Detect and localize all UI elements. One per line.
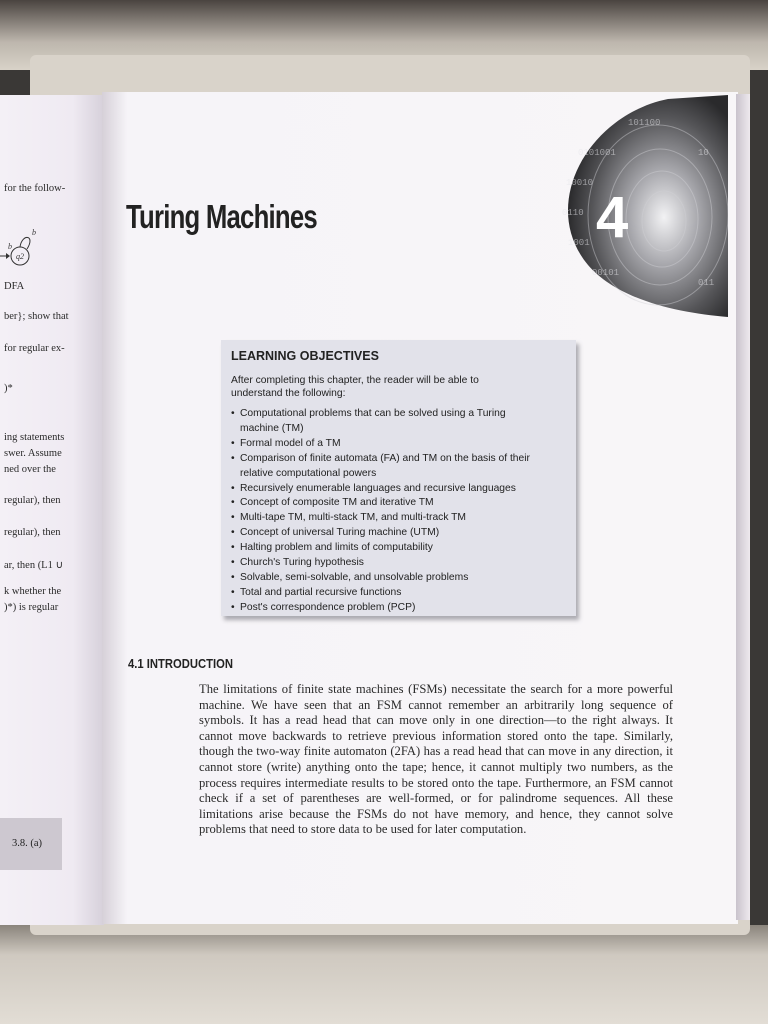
objective-item: • Halting problem and limits of computability	[231, 541, 571, 556]
svg-text:00101: 00101	[592, 268, 620, 278]
objective-item: • Solvable, semi-solvable, and unsolvable problems	[231, 571, 571, 586]
left-text-line: k whether the	[4, 586, 62, 597]
left-text-line: for the follow-	[4, 183, 66, 194]
objective-item: • Recursively enumerable languages and recursive languages	[231, 482, 571, 497]
left-text-line: for regular ex-	[4, 343, 65, 354]
dfa-state-diagram	[0, 223, 56, 273]
transition-label-2: b	[32, 228, 36, 237]
exercise-reference-box	[0, 818, 62, 870]
left-text-line: regular), then	[4, 527, 61, 538]
svg-text:0101001: 0101001	[578, 148, 616, 158]
left-text-line: ing statements	[4, 432, 65, 443]
objective-item: • Computational problems that can be solved using a Turing machine (TM)	[231, 407, 520, 437]
objective-item: • Concept of composite TM and iterative TM	[231, 496, 571, 511]
left-text-line: ar, then (L1 ∪	[4, 560, 64, 571]
left-text-line: ber}; show that	[4, 311, 69, 322]
exercise-reference: 3.8. (a)	[12, 838, 43, 849]
left-text-line: )*) is regular	[4, 602, 59, 613]
chapter-number: 4	[596, 185, 629, 250]
state-label: q2	[16, 252, 24, 261]
left-text-line: swer. Assume	[4, 448, 62, 459]
learning-objectives-box	[221, 340, 576, 616]
section-heading: 4.1 INTRODUCTION	[128, 657, 234, 671]
objective-item: • Formal model of a TM	[231, 437, 571, 452]
left-text-line: ned over the	[4, 464, 56, 475]
svg-text:10010: 10010	[566, 178, 594, 188]
svg-text:101100: 101100	[628, 118, 661, 128]
svg-text:011: 011	[698, 278, 715, 288]
objective-item: • Multi-tape TM, multi-stack TM, and multi-track TM	[231, 511, 571, 526]
objective-item: • Church's Turing hypothesis	[231, 556, 571, 571]
page-stack-edge	[736, 94, 750, 920]
left-text-line: DFA	[4, 281, 25, 292]
binary-tunnel-image	[548, 95, 728, 317]
chapter-title: Turing Machines	[126, 198, 317, 235]
transition-label-1: b	[8, 242, 12, 251]
introduction-paragraph: The limitations of finite state machines (FSMs) necessitate the search for a more powerful machine. We have seen that an FSM cannot remember an arbitrarily long sequence of symbols. It has a read head that can move only in one direction—to the right always. It cannot move backwards to retrieve previous information stored onto the tape. Similarly, though the two-way finite automaton (2FA) has a read head that can move in any direction, it cannot store (write) anything onto the tape; hence, it cannot multiply two numbers, as the process requires intermediate results to be stored onto the tape. Furthermore, an FSM cannot check if a set of parentheses are well-formed, or for palindrome sequences. All these limitations arise because the FSMs do not have memory, and hence, they cannot solve problems that need to store data to be used for later computation.	[199, 682, 673, 837]
objective-item: • Total and partial recursive functions	[231, 586, 571, 601]
svg-text:10: 10	[698, 148, 709, 158]
objective-item: • Post's correspondence problem (PCP)	[231, 601, 571, 616]
svg-text:0110: 0110	[562, 208, 584, 218]
learning-objectives-heading: LEARNING OBJECTIVES	[231, 349, 379, 363]
learning-objectives-intro: After completing this chapter, the reader will be able to understand the following:	[231, 375, 479, 399]
left-text-line: regular), then	[4, 495, 61, 506]
objective-item: • Concept of universal Turing machine (UTM)	[231, 526, 571, 541]
chapter-graphic	[548, 95, 728, 317]
svg-text:1001: 1001	[568, 238, 590, 248]
objective-item: • Comparison of finite automata (FA) and TM on the basis of their relative computational powers	[231, 452, 560, 482]
left-page	[0, 95, 104, 925]
scanner-background-bottom	[0, 925, 768, 1024]
learning-objectives-list	[231, 407, 571, 616]
left-text-line: )*	[4, 383, 13, 394]
